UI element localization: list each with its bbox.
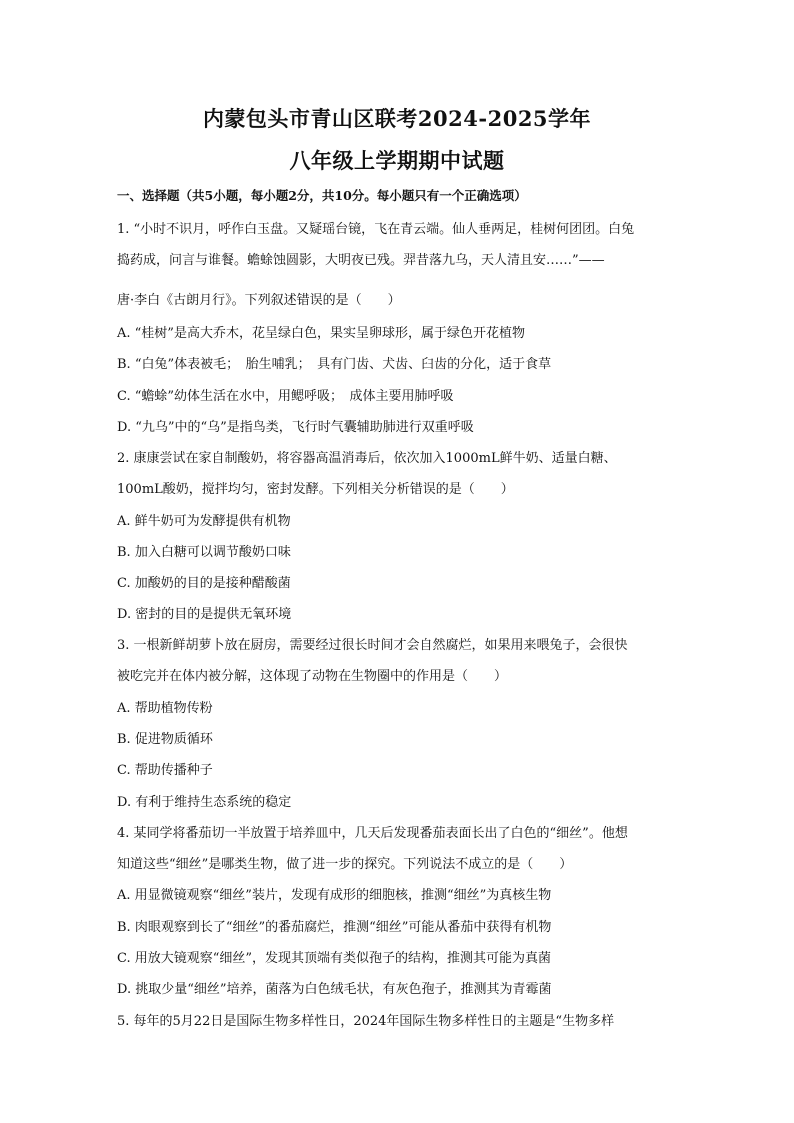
- question-4-option-c: C. 用放大镜观察“细丝”，发现其顶端有类似孢子的结构，推测其可能为真菌: [117, 951, 552, 966]
- question-4-option-a: A. 用显微镜观察“细丝”装片，发现有成形的细胞核，推测“细丝”为真核生物: [117, 888, 552, 903]
- question-2-text: 100mL酸奶，搅拌均匀，密封发酵。下列相关分析错误的是（ ）: [117, 482, 514, 497]
- question-1-text: 唐·李白《古朗月行》。下列叙述错误的是（ ）: [117, 293, 401, 308]
- question-3-text: 被吃完并在体内被分解，这体现了动物在生物圈中的作用是（ ）: [117, 669, 508, 684]
- question-3-option-a: A. 帮助植物传粉: [117, 701, 213, 716]
- question-3-option-c: C. 帮助传播种子: [117, 763, 213, 778]
- question-1-text: 1. “小时不识月，呼作白玉盘。又疑瑶台镜，飞在青云端。仙人垂两足，桂树何团团。白兔: [117, 222, 635, 237]
- question-4-option-d: D. 挑取少量“细丝”培养，菌落为白色绒毛状，有灰色孢子，推测其为青霉菌: [117, 982, 552, 997]
- exam-subtitle: 八年级上学期期中试题: [289, 148, 505, 173]
- question-2-option-a: A. 鲜牛奶可为发酵提供有机物: [117, 514, 291, 529]
- question-3-option-d: D. 有利于维持生态系统的稳定: [117, 795, 292, 810]
- question-3-text: 3. 一根新鲜胡萝卜放在厨房，需要经过很长时间才会自然腐烂，如果用来喂兔子，会很快: [117, 638, 628, 653]
- question-4-option-b: B. 肉眼观察到长了“细丝”的番茄腐烂，推测“细丝”可能从番茄中获得有机物: [117, 920, 552, 935]
- question-4-text: 知道这些“细丝”是哪类生物，做了进一步的探究。下列说法不成立的是（ ）: [117, 857, 573, 872]
- question-1-option-c: C. “蟾蜍”幼体生活在水中，用鳃呼吸； 成体主要用肺呼吸: [117, 389, 454, 404]
- question-1-option-d: D. “九乌”中的“乌”是指鸟类，飞行时气囊辅助肺进行双重呼吸: [117, 420, 474, 435]
- question-2-option-b: B. 加入白糖可以调节酸奶口味: [117, 545, 291, 560]
- question-2-option-d: D. 密封的目的是提供无氧环境: [117, 607, 292, 622]
- question-4-text: 4. 某同学将番茄切一半放置于培养皿中，几天后发现番茄表面长出了白色的“细丝”。他想: [117, 826, 628, 841]
- question-1-option-b: B. “白兔”体表被毛； 胎生哺乳； 具有门齿、犬齿、臼齿的分化，适于食草: [117, 357, 552, 372]
- question-2-text: 2. 康康尝试在家自制酸奶，将容器高温消毒后，依次加入1000mL鲜牛奶、适量白糖、: [117, 451, 617, 466]
- section-heading: 一、选择题（共5小题，每小题2分，共10分。每小题只有一个正确选项）: [117, 188, 527, 203]
- question-3-option-b: B. 促进物质循环: [117, 732, 213, 747]
- question-1-option-a: A. “桂树”是高大乔木，花呈绿白色，果实呈卵球形，属于绿色开花植物: [117, 326, 525, 341]
- question-2-option-c: C. 加酸奶的目的是接种醋酸菌: [117, 576, 291, 591]
- question-1-text: 捣药成，问言与谁餐。蟾蜍蚀圆影，大明夜已残。羿昔落九乌，天人清且安……”——: [117, 253, 605, 268]
- question-5-text: 5. 每年的5月22日是国际生物多样性日，2024年国际生物多样性日的主题是“生物多样: [117, 1014, 615, 1029]
- exam-title: 内蒙包头市青山区联考2024-2025学年: [202, 106, 592, 131]
